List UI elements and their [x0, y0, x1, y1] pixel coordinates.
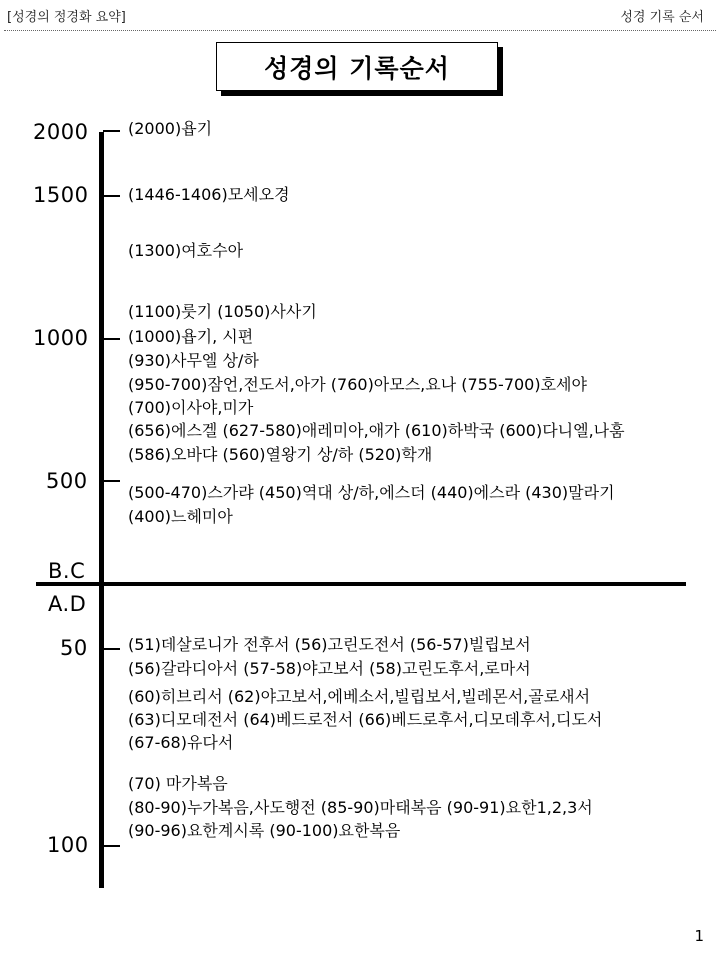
tick-1500: [103, 195, 120, 197]
timeline-entry: (500-470)스가랴 (450)역대 상/하,에스더 (440)에스라 (430)말라기: [128, 483, 615, 502]
tick-50: [103, 648, 120, 650]
axis-label-50: 50: [60, 636, 88, 660]
axis-label-1500: 1500: [33, 183, 89, 207]
tick-2000: [103, 130, 120, 132]
timeline-entry: (1446-1406)모세오경: [128, 185, 290, 204]
header-page-topic: 성경 기록 순서: [620, 10, 704, 25]
timeline-entry: (1000)욥기, 시편: [128, 327, 254, 346]
axis-label-bc: B.C: [48, 559, 86, 583]
axis-label-500: 500: [46, 469, 88, 493]
timeline-entry: (1100)룻기 (1050)사사기: [128, 302, 317, 321]
axis-label-2000: 2000: [33, 120, 89, 144]
timeline-entry: (90-96)요한계시록 (90-100)요한복음: [128, 821, 401, 840]
timeline-entry: (70) 마가복음: [128, 774, 228, 793]
header-section-title: [성경의 정경화 요약]: [7, 10, 126, 25]
axis-label-1000: 1000: [33, 326, 89, 350]
timeline-vertical-axis: [99, 132, 104, 888]
bc-ad-divider-line: [36, 582, 686, 586]
tick-1000: [103, 338, 120, 340]
tick-500: [103, 480, 120, 482]
page-title: 성경의 기록순서: [216, 42, 498, 91]
timeline-entry: (656)에스겔 (627-580)애레미아,애가 (610)하박국 (600)다니엘,나훔: [128, 421, 625, 440]
timeline-entry: (586)오바댜 (560)열왕기 상/하 (520)학개: [128, 445, 433, 464]
timeline-entry: (56)갈라디아서 (57-58)야고보서 (58)고린도후서,로마서: [128, 659, 531, 678]
timeline-entry: (930)사무엘 상/하: [128, 351, 259, 370]
timeline-entry: (400)느헤미아: [128, 507, 233, 526]
axis-label-100: 100: [47, 833, 89, 857]
timeline-entry: (1300)여호수아: [128, 241, 244, 260]
timeline-entry: (950-700)잠언,전도서,아가 (760)아모스,요나 (755-700)호세야: [128, 375, 587, 394]
timeline-entry: (63)디모데전서 (64)베드로전서 (66)베드로후서,디모데후서,디도서: [128, 710, 603, 729]
axis-label-ad: A.D: [48, 592, 87, 616]
page-number: 1: [694, 927, 704, 945]
timeline-entry: (80-90)누가복음,사도행전 (85-90)마태복음 (90-91)요한1,2,3서: [128, 798, 593, 817]
tick-100: [103, 845, 120, 847]
timeline-entry: (2000)욥기: [128, 119, 213, 138]
timeline-entry: (67-68)유다서: [128, 733, 234, 752]
timeline-entry: (700)이사야,미가: [128, 398, 254, 417]
header-divider: [4, 30, 716, 31]
timeline-entry: (51)데살로니가 전후서 (56)고린도전서 (56-57)빌립보서: [128, 635, 531, 654]
timeline-entry: (60)히브리서 (62)야고보서,에베소서,빌립보서,빌레몬서,골로새서: [128, 687, 591, 706]
